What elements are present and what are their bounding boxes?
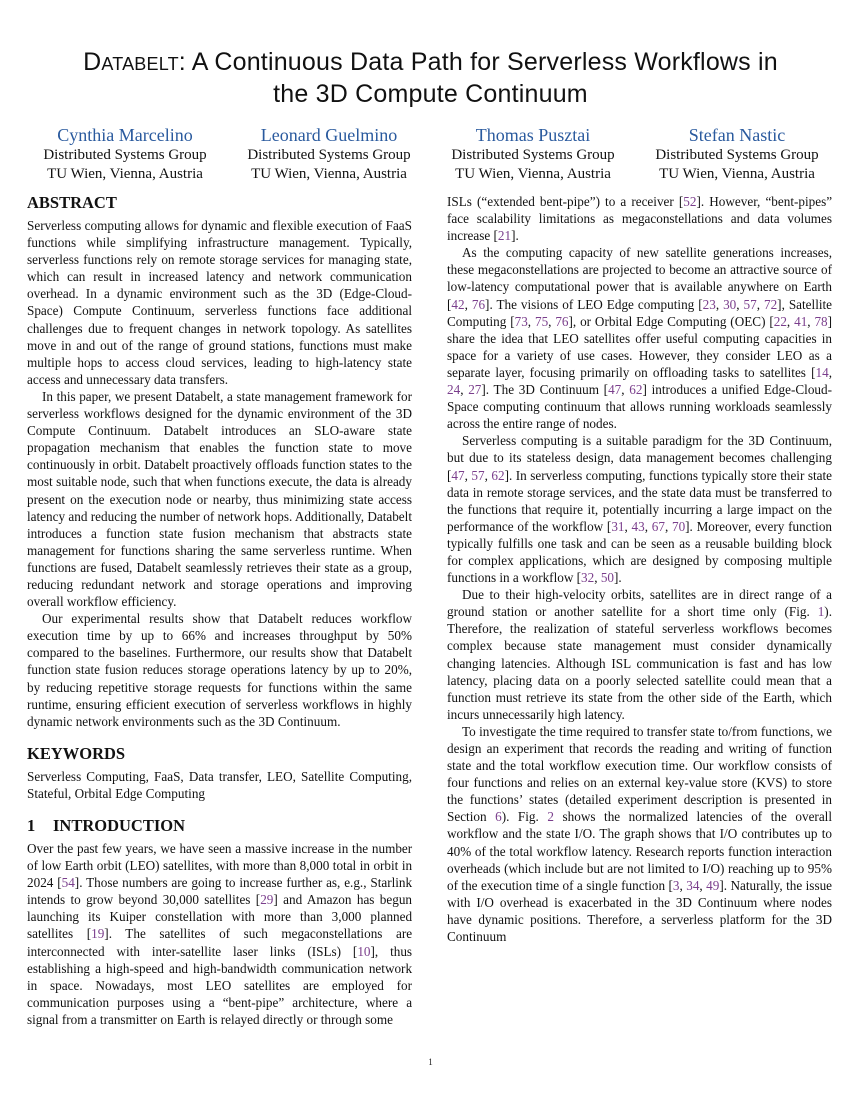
citation-link[interactable]: 32 [581,570,595,586]
citation-link[interactable]: 52 [683,194,697,209]
citation-link[interactable]: 70 [671,518,686,534]
citation-link[interactable]: 19 [91,926,105,942]
author-name[interactable]: Stefan Nastic [688,125,786,145]
introduction-body-continued [447,193,832,945]
citation-link[interactable]: 67 [651,518,665,534]
abstract-paragraph: Serverless computing allows for dynamic and flexible execution of FaaS functions while simplifying infrastructure management. Typically, serverless functions rely on remote storage services for managing state, which can result in increased latency and network communication overhead. In a dynamic environment such as the 3D (Edge-Cloud-Space) Compute Continuum, serverless functions face additional challenges due to frequent changes in network topology. As satellites move in and out of the range of ground stations, functions must make multiple hops to access cloud services, leading to high-latency state access and unnecessary data transfers. [27,218,412,387]
citation-link[interactable]: 78 [814,313,828,329]
intro-paragraph: To investigate the time required to transfer state to/from functions, we design an experiment that records the reading and writing of function state and the total workflow execution time. Our workflow consists of four functions and relies on an external key-value store (KVS) to store the functions’ states (detailed experiment description is presented in Section 6). Fig. 2 shows the normalized latencies of the overall workflow and the state I/O. The graph shows that I/O contributes up to 40% of the total workflow latency. Research reports function interaction overheads (which include but are not limited to I/O) reaching up to 95% of the execution time of a single function [3, 34, 49]. Naturally, the issue with I/O overhead is exacerbated in the 3D Continuum where nodes have dynamic positions. Therefore, a serverless platform for the 3D Continuum [447,723,833,945]
author-location: TU Wien, Vienna, Austria [47,166,203,182]
paper-title [0,46,861,110]
citation-link[interactable]: 50 [600,570,615,586]
citation-link[interactable]: 72 [763,296,778,312]
author-group: Distributed Systems Group [43,147,207,163]
citation-link[interactable]: 47 [608,382,622,398]
intro-paragraph: As the computing capacity of new satellite generations increases, these megaconstellations are projected to become an attractive source of low-latency computational power that is available anywhere on Earth [42, 76]. The visions of LEO Edge computing [23, 30, 57, 72], Satellite Computing [73, 75, 76], or Orbital Edge Computing (OEC) [22, 41, 78] share the idea that LEO satellites offer useful computing capacities in space for a variety of use cases. However, they consider LEO as a separate layer, focusing primarily on offloading tasks to satellites [14, 24, 27]. The 3D Continuum [47, 62] introduces a unified Edge-Cloud-Space computing continuum that allows running workloads seamlessly across the entire range of nodes. [447,245,833,432]
author-group: Distributed Systems Group [451,147,615,163]
title-system-name: Databelt [83,48,179,76]
intro-paragraph: Due to their high-velocity orbits, satellites are in direct range of a ground station or another satellite for a short time only (Fig. 1). Therefore, the realization of stateful serverless workflows becomes complex because state management must consider dynamically changing latencies. Although ISL communication is fast and has low latency, placing data on a poorly selected satellite could mean that a function must retrieve its state from the other side of the Earth, which incurs unnecessarily high latency. [447,587,832,722]
author [639,124,835,184]
citation-link[interactable]: 41 [794,313,808,329]
citation-link[interactable]: 75 [534,313,549,329]
citation-link[interactable]: 1 [817,604,825,620]
citation-link[interactable]: 42 [451,296,465,312]
author [27,124,223,184]
citation-link[interactable]: 57 [471,467,485,483]
citation-link[interactable]: 76 [555,313,569,329]
citation-link[interactable]: 2 [547,809,554,825]
right-column [447,193,832,945]
citation-link[interactable]: 3 [672,877,680,893]
author-group: Distributed Systems Group [655,147,819,163]
author-location: TU Wien, Vienna, Austria [659,166,815,182]
citation-link[interactable]: 47 [451,467,465,483]
keywords-text: Serverless Computing, FaaS, Data transfer, LEO, Satellite Computing, Stateful, Orbital Edge Computing [27,768,412,801]
author-location: TU Wien, Vienna, Austria [455,166,611,182]
citation-link[interactable]: 24 [447,382,461,398]
intro-paragraph: Over the past few years, we have seen a massive increase in the number of low Earth orbit (LEO) satellites, with more than 8,000 total in orbit in 2024 [54]. Those numbers are going to increase further as, e.g., Starlink intends to grow beyond 30,000 satellites [29] and Amazon has begun launching its Kuiper constellation with more than 3,000 planned satellites [19]. The satellites of such megaconstellations are interconnected with inter-satellite laser links (ISLs) [10], thus establishing a high-speed and high-bandwidth communication network in space. Nowadays, most LEO satellites are employed for communication purposes using a “bent-pipe” architecture, where a signal from a transmitter on Earth is relayed directly or through some [27,841,413,1027]
author [435,124,631,184]
citation-link[interactable]: 62 [629,382,643,398]
author-location: TU Wien, Vienna, Austria [251,166,407,182]
citation-link[interactable]: 54 [61,875,75,891]
left-column [27,193,412,1028]
page-number: 1 [428,1057,433,1067]
citation-link[interactable]: 29 [260,892,274,908]
intro-paragraph-continued: ISLs (“extended bent-pipe”) to a receiver [52]. However, “bent-pipes” face scalability limitations as megaconstellations and data volumes increase [21]. [447,194,833,244]
citation-link[interactable]: 6 [495,809,502,825]
citation-link[interactable]: 30 [723,296,737,312]
citation-link[interactable]: 21 [497,228,512,244]
citation-link[interactable]: 23 [702,296,716,312]
abstract-paragraph: In this paper, we present Databelt, a state management framework for serverless workflows designed for the dynamic environment of the 3D Compute Continuum. Databelt introduces an SLO-aware state propagation mechanism that enables the function state to move continuously in orbit. Databelt proactively offloads function states to the most suitable node, such that when functions execute, the data is already present on the execution node or nearby, thus minimizing state access latency and reducing the number of network hops. Additionally, Databelt introduces a function state fusion mechanism that abstracts state management for functions sharing the same serverless runtime. When functions are fused, Databelt seamlessly retrieves their state as a group, reducing redundant network and storage operations and improving overall workflow efficiency. [27,388,412,610]
author-name[interactable]: Leonard Guelmino [260,125,398,145]
citation-link[interactable]: 22 [773,313,787,329]
citation-link[interactable]: 73 [514,313,528,329]
author-name[interactable]: Cynthia Marcelino [57,125,193,145]
section-number: 1 [27,816,36,835]
citation-link[interactable]: 27 [468,382,482,398]
author-group: Distributed Systems Group [247,147,411,163]
title-line-1: Databelt: A Continuous Data Path for Serverless Workflows in [83,48,778,76]
citation-link[interactable]: 76 [471,296,486,312]
abstract-paragraph: Our experimental results show that Databelt reduces workflow execution time by up to 66% and increases throughput by 50% compared to the baselines. Furthermore, our results show that Databelt function state fusion reduces storage operations latency by up to 20%, by reducing repetitive storage requests for functions within the same runtime, ensuring efficient execution of serverless workflows in highly dynamic network environments such as the 3D Continuum. [27,611,412,729]
introduction-body [27,840,412,1028]
citation-link[interactable]: 14 [815,364,829,380]
keywords-heading: KEYWORDS [27,743,126,763]
citation-link[interactable]: 57 [743,296,757,312]
title-line-2: the 3D Compute Continuum [273,80,588,108]
citation-link[interactable]: 49 [706,877,720,893]
author [231,124,427,184]
intro-paragraph: Serverless computing is a suitable paradigm for the 3D Continuum, but due to its stateless design, data management becomes challenging [47, 57, 62]. In serverless computing, functions typically store their state data in remote storage services, and the state data must be transferred to the functions that require it, potentially incurring a large impact on the performance of the workflow [31, 43, 67, 70]. Moreover, every function typically fulfills one task and can be seen as a reusable building block for complex applications, which are designed by composing multiple functions in a workflow [32, 50]. [447,433,833,586]
citation-link[interactable]: 31 [611,518,625,534]
citation-link[interactable]: 62 [491,467,505,483]
citation-link[interactable]: 43 [631,518,645,534]
author-list [27,124,835,184]
section-title: INTRODUCTION [53,816,186,835]
abstract-heading: ABSTRACT [27,193,117,212]
citation-link[interactable]: 10 [357,943,371,959]
author-name[interactable]: Thomas Pusztai [475,125,591,145]
intro-heading [27,816,412,836]
citation-link[interactable]: 34 [686,877,700,893]
